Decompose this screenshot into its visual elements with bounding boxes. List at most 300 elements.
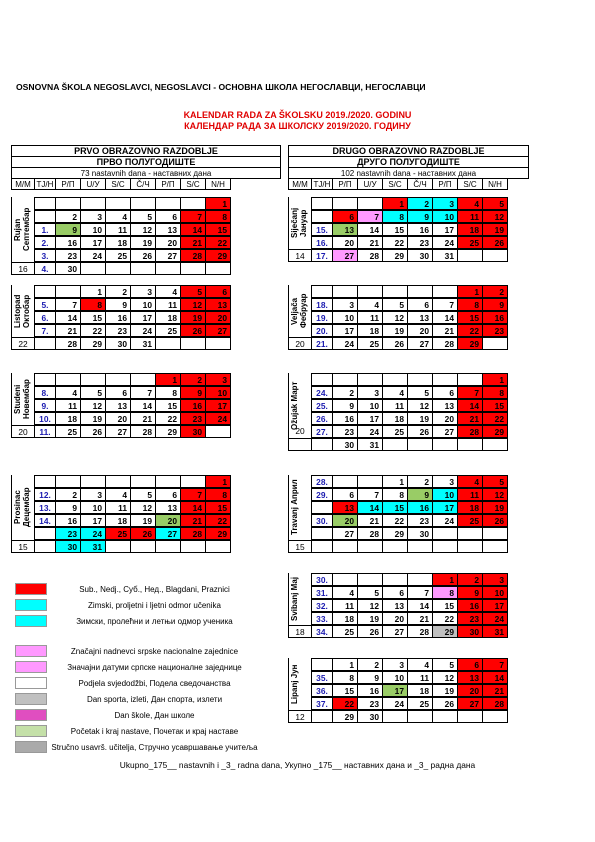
day-cell: 5 (130, 210, 156, 223)
day-cell: 1 (432, 573, 458, 586)
month-day-count (288, 684, 311, 697)
day-cell: 19 (80, 412, 106, 425)
week-row (288, 425, 507, 438)
day-cell: 16 (105, 311, 131, 324)
day-cell: 20 (105, 412, 131, 425)
calendar-title-latin: KALENDAR RADA ZA ŠKOLSKU 2019./2020. GODINU (183, 110, 412, 120)
day-cell: 6 (457, 658, 483, 671)
day-cell: 30 (332, 438, 358, 451)
day-cell: 25 (357, 337, 383, 350)
month-day-count (288, 501, 311, 514)
month-day-count (288, 210, 311, 223)
day-cell (457, 373, 483, 386)
day-cell (482, 438, 508, 451)
week-row (11, 399, 230, 412)
day-cell (482, 710, 508, 723)
month-day-count (288, 671, 311, 684)
day-cell: 18 (332, 612, 358, 625)
week-number (34, 540, 56, 553)
week-number (311, 438, 333, 451)
legend-text: Sub., Nedj., Суб., Нед., Blagdani, Praznici (79, 584, 230, 594)
day-cell: 8 (205, 210, 231, 223)
day-cell (407, 285, 433, 298)
day-cell (407, 373, 433, 386)
month-day-count (288, 527, 311, 540)
week-row (288, 298, 507, 311)
legend-item (15, 599, 262, 611)
month-day-count (11, 475, 34, 488)
column-header: S/C (457, 178, 483, 190)
week-row (11, 337, 230, 350)
day-cell (205, 262, 231, 275)
day-cell: 4 (382, 386, 408, 399)
day-cell: 15 (382, 223, 408, 236)
column-header: S/C (180, 178, 206, 190)
week-number: 15. (311, 223, 333, 236)
day-cell: 5 (382, 298, 408, 311)
day-cell: 28 (180, 249, 206, 262)
week-number: 28. (311, 475, 333, 488)
day-cell (482, 527, 508, 540)
day-cell: 7 (432, 298, 458, 311)
day-cell: 5 (432, 658, 458, 671)
day-cell: 7 (55, 298, 81, 311)
day-cell (482, 249, 508, 262)
day-cell: 3 (332, 298, 358, 311)
day-cell: 10 (80, 223, 106, 236)
day-cell: 23 (482, 324, 508, 337)
month-day-count (288, 438, 312, 451)
day-cell (407, 710, 433, 723)
legend-text: Значајни датуми српске националне заједнице (67, 662, 242, 672)
day-cell: 29 (332, 710, 358, 723)
day-cell: 2 (407, 475, 433, 488)
day-cell: 4 (457, 197, 483, 210)
week-row (11, 223, 230, 236)
week-row (288, 311, 507, 324)
day-cell: 11 (382, 399, 408, 412)
day-cell: 10 (357, 399, 383, 412)
day-cell (105, 197, 131, 210)
week-number: 18. (311, 298, 333, 311)
month-day-count: 15 (288, 540, 312, 553)
day-cell: 21 (55, 324, 81, 337)
day-cell: 26 (482, 514, 508, 527)
day-cell (130, 540, 156, 553)
day-cell: 24 (205, 412, 231, 425)
day-cell: 6 (332, 210, 358, 223)
week-row (288, 625, 507, 638)
day-cell: 11 (105, 223, 131, 236)
day-cell: 5 (407, 386, 433, 399)
legend-swatch (15, 583, 47, 595)
day-cell: 11 (357, 311, 383, 324)
day-cell: 2 (105, 285, 131, 298)
week-number: 25. (311, 399, 333, 412)
day-cell: 5 (130, 488, 156, 501)
day-cell: 8 (80, 298, 106, 311)
week-number: 34. (311, 625, 333, 638)
month-day-count (11, 210, 34, 223)
month-day-count (288, 475, 311, 488)
day-cell: 18 (382, 412, 408, 425)
column-header: P/П (332, 178, 358, 190)
week-row (288, 599, 507, 612)
week-row (288, 527, 507, 540)
legend-item (15, 693, 262, 705)
week-row (11, 285, 230, 298)
month-day-count (11, 223, 34, 236)
day-cell: 8 (382, 210, 408, 223)
month-day-count (288, 573, 311, 586)
day-cell: 23 (105, 324, 131, 337)
month-day-count: 20 (11, 425, 35, 438)
second-semester-title: DRUGO OBRAZOVNO RAZDOBLJE (288, 145, 529, 157)
day-cell: 16 (457, 599, 483, 612)
day-cell: 25 (382, 425, 408, 438)
day-cell: 18 (407, 684, 433, 697)
day-cell: 12 (482, 488, 508, 501)
month-day-count (288, 612, 311, 625)
day-cell (332, 540, 358, 553)
week-number: 2. (34, 236, 56, 249)
day-cell: 25 (105, 249, 131, 262)
day-cell (80, 475, 106, 488)
day-cell (407, 540, 433, 553)
day-cell: 19 (482, 223, 508, 236)
day-cell: 25 (457, 514, 483, 527)
day-cell: 13 (205, 298, 231, 311)
day-cell (55, 285, 81, 298)
week-row (288, 324, 507, 337)
day-cell: 5 (482, 475, 508, 488)
day-cell: 1 (332, 658, 358, 671)
week-row (288, 386, 507, 399)
day-cell (382, 540, 408, 553)
day-cell (382, 438, 408, 451)
day-cell: 13 (382, 599, 408, 612)
week-row (288, 501, 507, 514)
day-cell: 21 (180, 236, 206, 249)
week-number: 36. (311, 684, 333, 697)
week-row (288, 514, 507, 527)
week-row (11, 412, 230, 425)
day-cell (457, 438, 483, 451)
day-cell: 14 (432, 311, 458, 324)
day-cell: 22 (80, 324, 106, 337)
day-cell: 7 (482, 658, 508, 671)
day-cell (432, 373, 458, 386)
day-cell: 15 (155, 399, 181, 412)
legend-swatch (15, 677, 47, 689)
week-number (311, 710, 333, 723)
day-cell: 28 (357, 527, 383, 540)
day-cell: 20 (155, 236, 181, 249)
week-number (34, 197, 56, 210)
month-label: Veljača Фебруар (290, 293, 308, 329)
week-number: 8. (34, 386, 56, 399)
day-cell: 18 (457, 501, 483, 514)
day-cell (55, 475, 81, 488)
week-number (311, 197, 333, 210)
week-number (34, 285, 56, 298)
day-cell: 13 (407, 311, 433, 324)
day-cell: 7 (407, 586, 433, 599)
day-cell (130, 197, 156, 210)
day-cell: 24 (432, 514, 458, 527)
month-day-count (11, 373, 34, 386)
day-cell: 1 (205, 197, 231, 210)
day-cell: 29 (205, 527, 231, 540)
day-cell: 22 (205, 236, 231, 249)
day-cell: 20 (457, 684, 483, 697)
day-cell: 20 (432, 412, 458, 425)
legend-item (15, 583, 262, 595)
week-number: 31. (311, 586, 333, 599)
day-cell (130, 373, 156, 386)
day-cell: 16 (55, 236, 81, 249)
day-cell: 3 (80, 210, 106, 223)
day-cell (205, 425, 231, 438)
day-cell: 2 (332, 386, 358, 399)
week-row (11, 210, 230, 223)
day-cell (105, 373, 131, 386)
month-day-count: 20 (288, 425, 311, 438)
legend-swatch (15, 645, 47, 657)
day-cell: 1 (382, 197, 408, 210)
legend-item (15, 615, 262, 627)
week-number: 26. (311, 412, 333, 425)
week-number: 9. (34, 399, 56, 412)
month-day-count: 18 (288, 625, 312, 638)
day-cell: 7 (457, 386, 483, 399)
legend-swatch (15, 661, 47, 673)
day-cell: 22 (382, 236, 408, 249)
legend-text: Značajni nadnevci srpske nacionalne zajednice (70, 646, 239, 656)
day-cell: 20 (332, 236, 358, 249)
month-day-count: 22 (11, 337, 35, 350)
day-cell (155, 475, 181, 488)
month-label: Listopad Октобар (13, 294, 31, 328)
day-cell: 4 (105, 488, 131, 501)
day-cell (332, 285, 358, 298)
week-row (288, 710, 507, 723)
day-cell: 28 (130, 425, 156, 438)
day-cell (80, 262, 106, 275)
day-cell: 16 (407, 223, 433, 236)
day-cell (357, 285, 383, 298)
day-cell: 20 (382, 612, 408, 625)
day-cell: 9 (407, 488, 433, 501)
column-header: Č/Ч (130, 178, 156, 190)
day-cell: 21 (457, 412, 483, 425)
day-cell: 11 (407, 671, 433, 684)
week-number (311, 210, 333, 223)
day-cell: 28 (357, 249, 383, 262)
legend-text: Dan sporta, izleti, Дан спорта, излети (86, 694, 223, 704)
month-label: Ožujak Март (290, 381, 299, 430)
day-cell: 12 (407, 399, 433, 412)
day-cell: 17 (80, 514, 106, 527)
legend-text: Stručno usavrš. učitelja, Стручно усавршавање учитеља (51, 742, 258, 752)
column-header: TJ/H (311, 178, 333, 190)
day-cell: 2 (457, 573, 483, 586)
month-day-count (11, 236, 34, 249)
week-number (311, 373, 333, 386)
week-number (34, 527, 56, 540)
day-cell: 15 (432, 599, 458, 612)
day-cell (432, 710, 458, 723)
week-row (288, 438, 507, 451)
day-cell: 5 (180, 285, 206, 298)
day-cell: 12 (357, 599, 383, 612)
day-cell (382, 573, 408, 586)
month-day-count (288, 399, 311, 412)
month-label: Travanj Април (290, 479, 299, 536)
day-cell: 13 (432, 399, 458, 412)
day-cell: 16 (180, 399, 206, 412)
day-cell: 15 (382, 501, 408, 514)
day-cell: 5 (80, 386, 106, 399)
week-number: 14. (34, 514, 56, 527)
column-header: U/У (80, 178, 106, 190)
month-day-count (11, 197, 34, 210)
month-day-count (11, 249, 34, 262)
day-cell: 21 (432, 324, 458, 337)
day-cell: 9 (180, 386, 206, 399)
week-number: 30. (311, 514, 333, 527)
week-number: 21. (311, 337, 333, 350)
day-cell: 28 (407, 625, 433, 638)
day-cell: 26 (382, 337, 408, 350)
week-number: 1. (34, 223, 56, 236)
month-day-count (11, 298, 34, 311)
day-cell: 21 (180, 514, 206, 527)
day-cell (332, 573, 358, 586)
week-number: 11. (34, 425, 56, 438)
month-label: Prosinac Децембар (13, 487, 31, 528)
legend-text: Зимски, пролећни и летњи одмор ученика (76, 616, 233, 626)
week-row (288, 210, 507, 223)
day-cell (80, 197, 106, 210)
day-cell: 17 (357, 412, 383, 425)
day-cell: 29 (155, 425, 181, 438)
legend-item (15, 741, 262, 753)
month-label: Lipanj Јун (290, 664, 299, 704)
day-cell: 25 (332, 625, 358, 638)
day-cell: 3 (432, 475, 458, 488)
day-cell: 13 (155, 223, 181, 236)
day-cell (382, 710, 408, 723)
day-cell (457, 527, 483, 540)
day-cell: 20 (407, 324, 433, 337)
day-cell: 6 (205, 285, 231, 298)
day-cell (357, 475, 383, 488)
day-cell: 10 (130, 298, 156, 311)
week-row (288, 658, 507, 671)
week-row (288, 475, 507, 488)
day-cell: 6 (155, 488, 181, 501)
day-cell: 18 (457, 223, 483, 236)
day-cell: 27 (407, 337, 433, 350)
day-cell: 24 (482, 612, 508, 625)
month-day-count (288, 514, 311, 527)
week-row (11, 514, 230, 527)
day-cell: 17 (432, 223, 458, 236)
legend-swatch (15, 615, 47, 627)
week-row (288, 285, 507, 298)
day-cell: 24 (80, 527, 106, 540)
day-cell (482, 540, 508, 553)
day-cell: 19 (130, 514, 156, 527)
week-row (11, 324, 230, 337)
day-cell: 23 (357, 697, 383, 710)
day-cell: 30 (180, 425, 206, 438)
week-number (311, 540, 333, 553)
day-cell: 26 (130, 249, 156, 262)
week-row (11, 262, 230, 275)
day-cell: 1 (482, 373, 508, 386)
day-cell: 14 (180, 501, 206, 514)
day-cell (155, 540, 181, 553)
day-cell: 3 (357, 386, 383, 399)
day-cell: 14 (407, 599, 433, 612)
day-cell: 14 (55, 311, 81, 324)
week-number (311, 285, 333, 298)
day-cell (180, 540, 206, 553)
day-cell: 21 (130, 412, 156, 425)
week-row (288, 249, 507, 262)
day-cell (407, 438, 433, 451)
day-cell: 3 (205, 373, 231, 386)
legend-swatch (15, 725, 47, 737)
week-row (288, 697, 507, 710)
day-cell: 11 (155, 298, 181, 311)
calendar-title-cyrillic: КАЛЕНДАР РАДА ЗА ШКОЛСКУ 2019/2020. ГОДИНУ (184, 121, 411, 131)
day-cell: 3 (80, 488, 106, 501)
week-number: 24. (311, 386, 333, 399)
day-cell: 26 (482, 236, 508, 249)
week-number (311, 658, 333, 671)
day-cell: 30 (407, 527, 433, 540)
column-header: TJ/H (34, 178, 56, 190)
day-cell: 26 (357, 625, 383, 638)
week-number: 5. (34, 298, 56, 311)
day-cell: 13 (332, 223, 358, 236)
week-row (11, 540, 230, 553)
day-cell: 7 (357, 210, 383, 223)
day-cell: 18 (105, 514, 131, 527)
day-cell: 4 (155, 285, 181, 298)
day-cell: 30 (105, 337, 131, 350)
day-cell: 17 (382, 684, 408, 697)
day-cell: 2 (407, 197, 433, 210)
day-cell: 19 (130, 236, 156, 249)
day-cell (432, 540, 458, 553)
footer-summary: Ukupno_175__ nastavnih i _3_ radna dana, Укупно _175__ наставних дана и _3_ радна дана (119, 760, 476, 770)
day-cell: 23 (407, 236, 433, 249)
week-row (11, 249, 230, 262)
legend-item (15, 709, 262, 721)
day-cell: 21 (357, 514, 383, 527)
day-cell: 21 (482, 684, 508, 697)
day-cell: 9 (357, 671, 383, 684)
day-cell: 22 (457, 324, 483, 337)
day-cell: 9 (55, 501, 81, 514)
day-cell: 11 (332, 599, 358, 612)
day-cell (180, 475, 206, 488)
month-day-count: 15 (11, 540, 35, 553)
